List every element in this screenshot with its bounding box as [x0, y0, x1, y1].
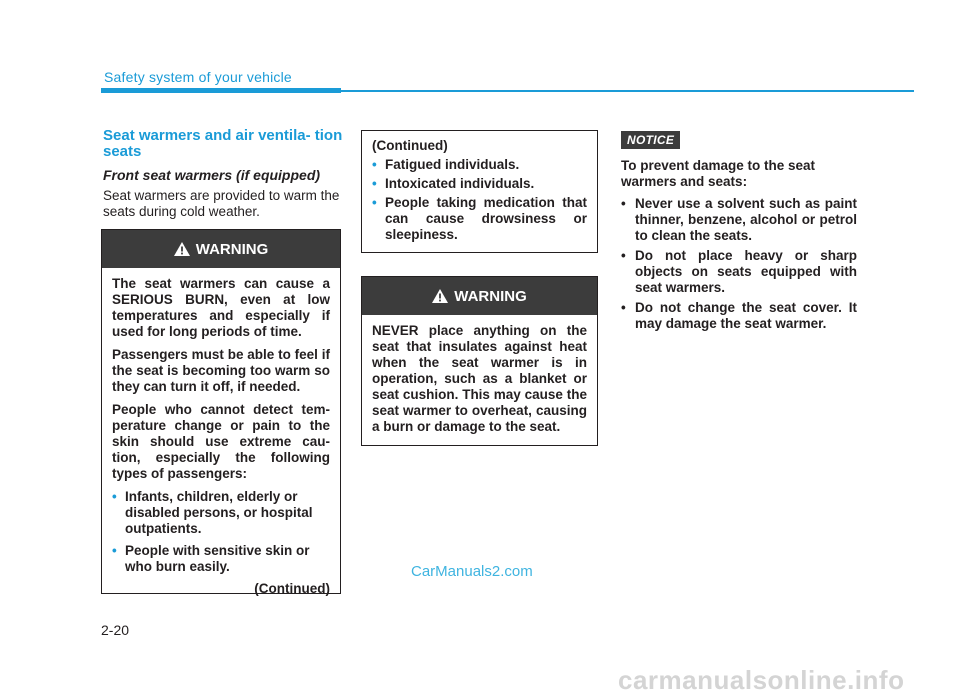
warning-triangle-icon [174, 242, 190, 256]
bullet-dot-icon: • [621, 300, 626, 315]
warning-header [362, 277, 597, 315]
warning-paragraph: People who cannot detect tem- perature change or pain to the skin should use extreme cau- tion, especially the following types of passengers: [112, 402, 330, 481]
section-title: Seat warmers and air ventila- tion seats [103, 127, 343, 160]
bullet-dot-icon: • [372, 195, 377, 210]
list-item [621, 248, 857, 296]
bullet-dot-icon: • [112, 489, 117, 504]
subsection-title: Front seat warmers (if equipped) [103, 167, 321, 183]
list-item-text: People with sensitive skin or who burn easily. [125, 543, 310, 574]
list-item-text: Never use a solvent such as paint thinner, benzene, alcohol or petrol to clean the seats. [635, 196, 857, 243]
list-item [621, 196, 857, 244]
warning-body [362, 315, 597, 450]
intro-text: Seat warmers are provided to warm the seats during cold weather. [103, 188, 340, 219]
header-rule-thick [101, 88, 341, 93]
warning-bullet-list [112, 489, 330, 575]
bullet-dot-icon: • [621, 196, 626, 211]
warning-paragraph: NEVER place anything on the seat that insulates against heat when the seat warmer is in operation, such as a blanket or seat cushion. This may cause the seat warmer to overheat, causing a burn or damage to the seat. [372, 323, 587, 434]
bullet-dot-icon: • [112, 543, 117, 558]
warning-header [102, 230, 340, 268]
warning-paragraph: Passengers must be able to feel if the seat is becoming too warm so they can turn it off, if needed. [112, 347, 330, 394]
watermark-link[interactable]: CarManuals2.com [411, 563, 533, 580]
list-item-text: Infants, children, elderly or disabled persons, or hospital outpatients. [125, 489, 313, 536]
list-item [372, 176, 587, 192]
continued-bullet-list [372, 157, 587, 243]
notice-bullet-list [621, 196, 857, 332]
list-item [372, 157, 587, 173]
list-item-text: Fatigued individuals. [385, 157, 520, 172]
continued-label: (Continued) [254, 581, 330, 596]
list-item [372, 195, 587, 243]
header-title: Safety system of your vehicle [104, 69, 292, 85]
list-item [112, 543, 330, 575]
list-item [112, 489, 330, 537]
list-item-text: Do not place heavy or sharp objects on seats equipped with seat warmers. [635, 248, 857, 295]
warning-paragraph: The seat warmers can cause a SERIOUS BURN, even at low temperatures and especially if used for long periods of time. [112, 276, 330, 339]
continued-body [362, 131, 597, 251]
notice-badge: NOTICE [621, 131, 680, 149]
warning-body [102, 268, 340, 605]
bullet-dot-icon: • [372, 157, 377, 172]
warning-triangle-icon [432, 289, 448, 303]
warning-box-seat-warmers [101, 229, 341, 594]
list-item-text: Intoxicated individuals. [385, 176, 535, 191]
bullet-dot-icon: • [621, 248, 626, 263]
notice-intro: To prevent damage to the seat warmers and seats: [621, 158, 816, 189]
warning-continued-box [361, 130, 598, 253]
list-item [621, 300, 857, 332]
notice-content [621, 158, 857, 336]
header-rule-thin [341, 90, 914, 92]
warning-box-insulation [361, 276, 598, 446]
footer-watermark: carmanualsonline.info [618, 665, 905, 695]
page-number: 2-20 [101, 622, 130, 638]
list-item-text: People taking medication that can cause drowsiness or sleepiness. [385, 195, 587, 242]
warning-label: WARNING [454, 287, 527, 305]
bullet-dot-icon: • [372, 176, 377, 191]
list-item-text: Do not change the seat cover. It may damage the seat warmer. [635, 300, 857, 331]
continued-heading: (Continued) [372, 138, 448, 153]
warning-label: WARNING [195, 240, 269, 258]
